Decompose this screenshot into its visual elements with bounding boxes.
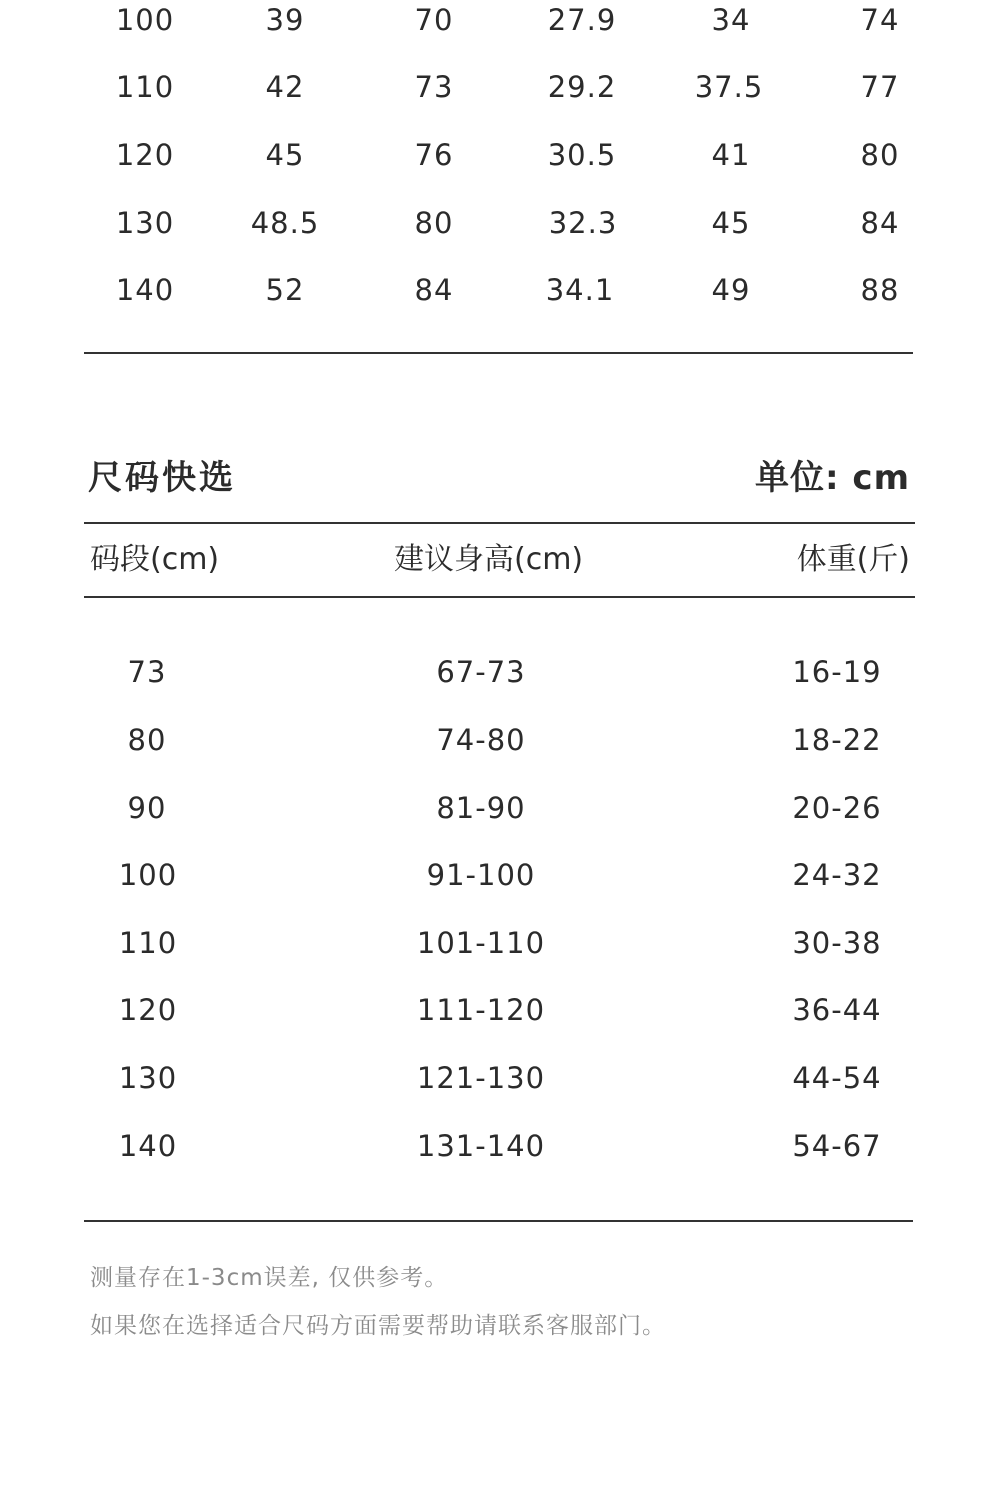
table-cell: 140 [115, 273, 175, 307]
table-cell: 42 [265, 70, 305, 104]
table-cell: 100 [115, 3, 175, 37]
help-note: 如果您在选择适合尺码方面需要帮助请联系客服部门。 [90, 1313, 666, 1339]
table-cell: 74 [860, 3, 900, 37]
table-row [0, 923, 1000, 963]
table-cell: 73 [127, 655, 167, 689]
table-cell: 74-80 [436, 723, 526, 757]
table-cell: 54-67 [792, 1129, 882, 1163]
table-cell: 81-90 [436, 791, 526, 825]
table-cell: 34 [711, 3, 751, 37]
column-header-weight: 体重(斤) [796, 542, 910, 577]
table-cell: 101-110 [416, 926, 546, 960]
table-row [0, 0, 1000, 40]
table-cell: 131-140 [416, 1129, 546, 1163]
table-cell: 130 [115, 206, 175, 240]
table-row [0, 720, 1000, 760]
table-cell: 20-26 [792, 791, 882, 825]
table-cell: 48.5 [250, 206, 320, 240]
table-cell: 18-22 [792, 723, 882, 757]
table-cell: 16-19 [792, 655, 882, 689]
table-bottom-divider [84, 1220, 913, 1222]
table-cell: 120 [118, 993, 178, 1027]
table-cell: 36-44 [792, 993, 882, 1027]
table-row [0, 135, 1000, 175]
table-cell: 140 [118, 1129, 178, 1163]
table-row [0, 270, 1000, 310]
table-cell: 30-38 [792, 926, 882, 960]
table-cell: 67-73 [436, 655, 526, 689]
table-cell: 73 [414, 70, 454, 104]
table-cell: 29.2 [547, 70, 617, 104]
table-cell: 100 [118, 858, 178, 892]
table-cell: 30.5 [547, 138, 617, 172]
table-row [0, 1126, 1000, 1166]
table-cell: 111-120 [416, 993, 546, 1027]
disclaimer-note: 测量存在1-3cm误差, 仅供参考。 [90, 1265, 449, 1291]
column-header-size: 码段(cm) [90, 542, 220, 577]
table-cell: 37.5 [694, 70, 764, 104]
table-cell: 44-54 [792, 1061, 882, 1095]
table-cell: 45 [711, 206, 751, 240]
column-header-height: 建议身高(cm) [394, 542, 584, 577]
table-cell: 76 [414, 138, 454, 172]
table-cell: 110 [118, 926, 178, 960]
table-row [0, 1058, 1000, 1098]
table-row [0, 652, 1000, 692]
table-cell: 88 [860, 273, 900, 307]
header-bottom-divider [84, 596, 915, 598]
table-cell: 70 [414, 3, 454, 37]
table-cell: 110 [115, 70, 175, 104]
table-cell: 84 [860, 206, 900, 240]
table-cell: 24-32 [792, 858, 882, 892]
table-cell: 27.9 [547, 3, 617, 37]
table-row [0, 855, 1000, 895]
table-cell: 34.1 [545, 273, 615, 307]
table-row [0, 203, 1000, 243]
table-cell: 49 [711, 273, 751, 307]
table-row [0, 990, 1000, 1030]
table-cell: 45 [265, 138, 305, 172]
table-cell: 80 [414, 206, 454, 240]
table-cell: 120 [115, 138, 175, 172]
header-top-divider [84, 522, 915, 524]
table-cell: 39 [265, 3, 305, 37]
unit-label: 单位: cm [754, 458, 910, 498]
table-row [0, 788, 1000, 828]
table-cell: 80 [127, 723, 167, 757]
table-cell: 130 [118, 1061, 178, 1095]
table-cell: 121-130 [416, 1061, 546, 1095]
table-cell: 91-100 [426, 858, 536, 892]
table-cell: 90 [127, 791, 167, 825]
table-cell: 77 [860, 70, 900, 104]
section-title: 尺码快选 [88, 458, 236, 498]
table-cell: 84 [414, 273, 454, 307]
table-bottom-divider [84, 352, 913, 354]
table-row [0, 67, 1000, 107]
table-cell: 32.3 [548, 206, 618, 240]
table-cell: 52 [265, 273, 305, 307]
table-cell: 80 [860, 138, 900, 172]
table-cell: 41 [711, 138, 751, 172]
